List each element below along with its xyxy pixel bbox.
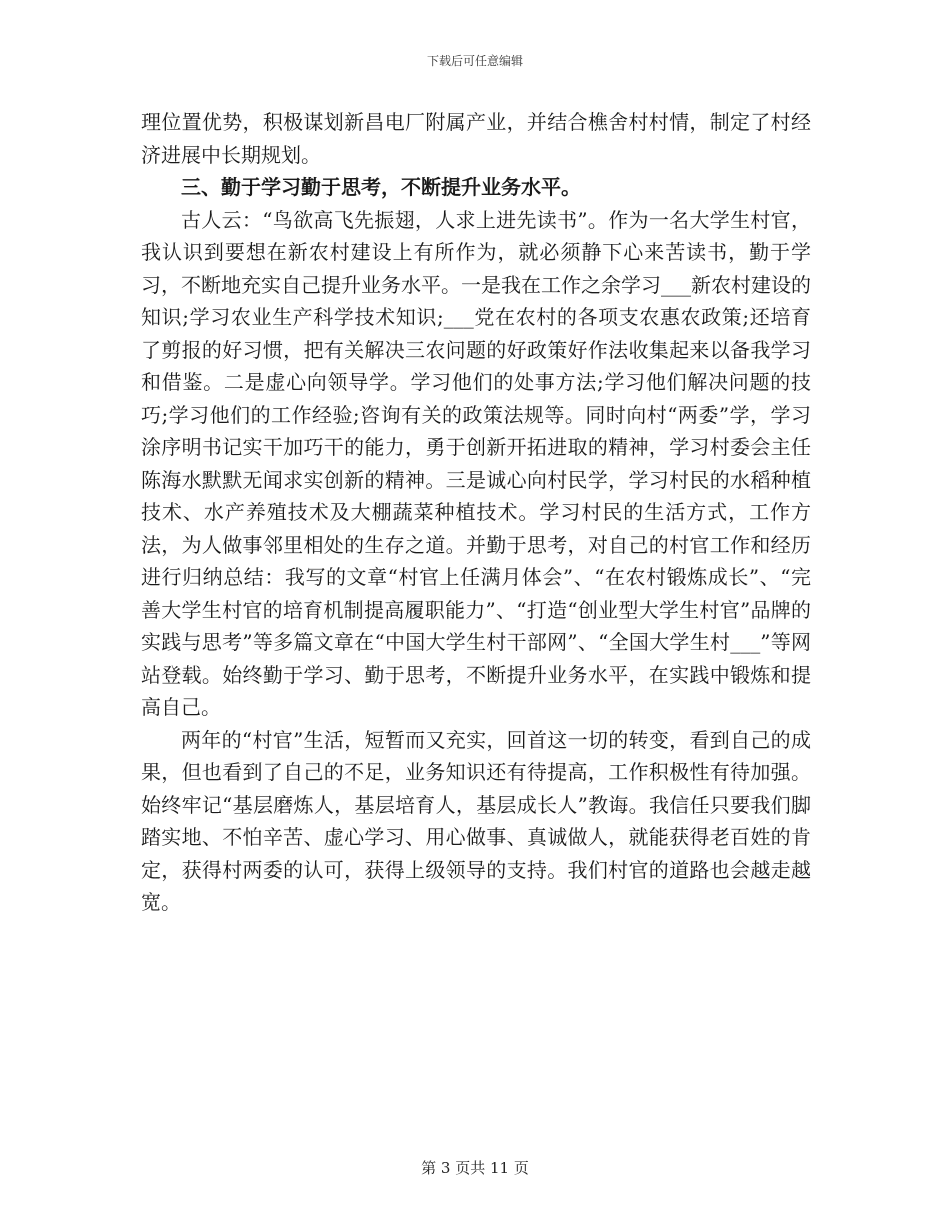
paragraph-study: 古人云：“鸟欲高飞先振翅，人求上进先读书”。作为一名大学生村官，我认识到要想在新农村建设上有所作为，就必须静下心来苦读书，勤于学习，不断地充实自己提升业务水平。一是我在工作之余学习___新农村建设的知识;学习农业生产科学技术知识;___党在农村的各项支农惠农政策;还培育了剪报的好习惯，把有关解决三农问题的好政策好作法收集起来以备我学习和借鉴。二是虚心向领导学。学习他们的处事方法;学习他们解决问题的技巧;学习他们的工作经验;咨询有关的政策法规等。同时向村“两委”学，学习涂序明书记实干加巧干的能力，勇于创新开拓进取的精神，学习村委会主任陈海水默默无闻求实创新的精神。三是诚心向村民学，学习村民的水稻种植技术、水产养殖技术及大棚蔬菜种植技术。学习村民的生活方式，工作方法，为人做事邻里相处的生存之道。并勤于思考，对自己的村官工作和经历进行归纳总结：我写的文章“村官上任满月体会”、“在农村锻炼成长”、“完善大学生村官的培育机制提高履职能力”、“打造“创业型大学生村官”品牌的实践与思考”等多篇文章在“中国大学生村干部网”、“全国大学生村___”等网站登载。始终勤于学习、勤于思考，不断提升业务水平，在实践中锻炼和提高自己。 [141, 207, 811, 719]
paragraph-conclusion: 两年的“村官”生活，短暂而又充实，回首这一切的转变，看到自己的成果，但也看到了自己的不足，业务知识还有待提高，工作积极性有待加强。始终牢记“基层磨炼人，基层培育人，基层成长人”教诲。我信任只要我们脚踏实地、不怕辛苦、虚心学习、用心做事、真诚做人，就能获得老百姓的肯定，获得村两委的认可，获得上级领导的支持。我们村官的道路也会越走越宽。 [141, 727, 811, 914]
document-body [141, 106, 811, 919]
page-footer: 第 3 页共 11 页 [421, 1159, 529, 1177]
page-header: 下载后可任意编辑 [426, 54, 523, 68]
paragraph-continuation: 理位置优势，积极谋划新昌电厂附属产业，并结合樵舍村村情，制定了村经济进展中长期规划。 [141, 110, 811, 167]
section-heading: 三、勤于学习勤于思考，不断提升业务水平。 [181, 175, 581, 199]
